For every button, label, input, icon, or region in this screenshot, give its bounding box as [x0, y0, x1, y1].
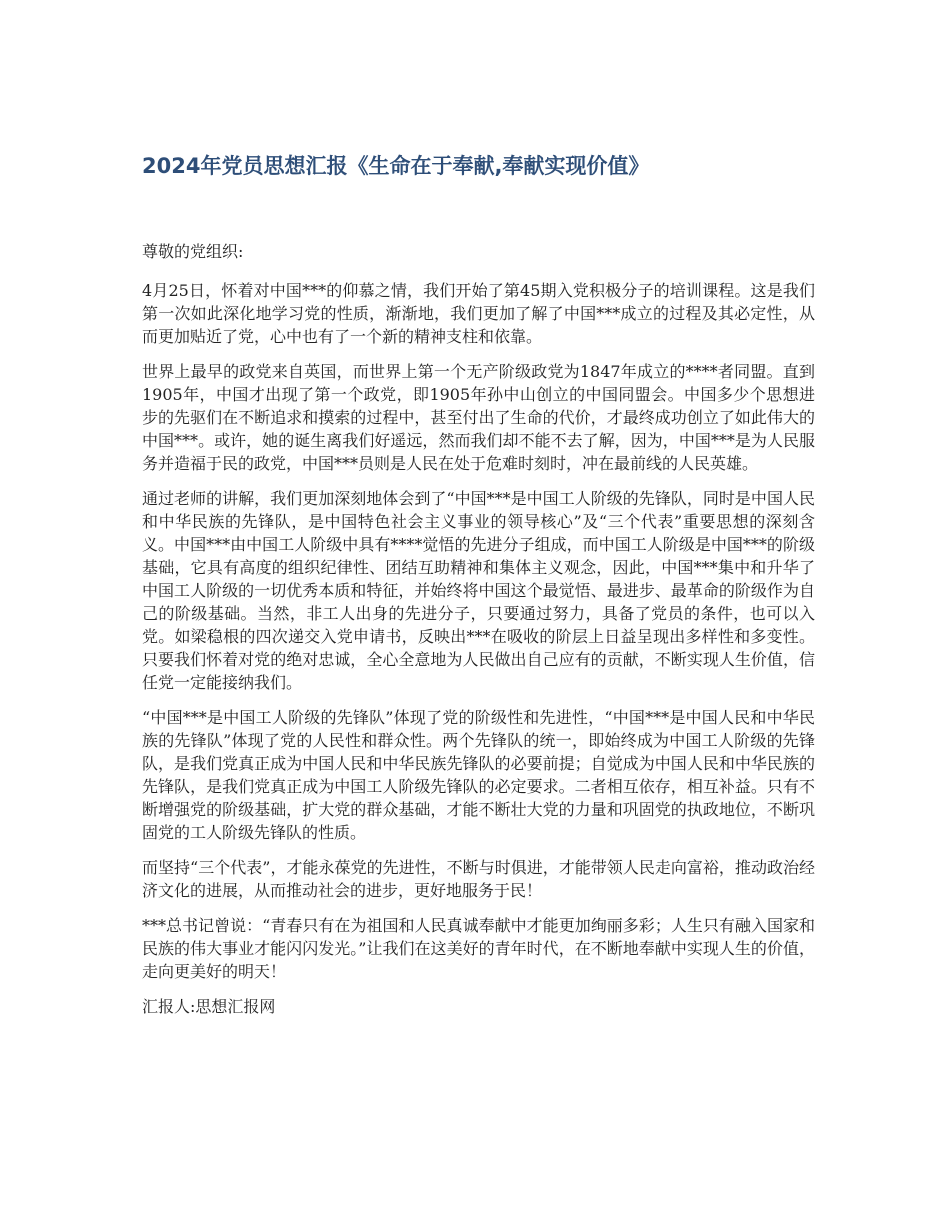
paragraph-2: 世界上最早的政党来自英国，而世界上第一个无产阶级政党为1847年成立的****者同盟。直到1905年，中国才出现了第一个政党，即1905年孙中山创立的中国同盟会。中国多少个思想进步的先驱们在不断追求和摸索的过程中，甚至付出了生命的代价，才最终成功创立了如此伟大的中国***。或许，她的诞生离我们好遥远，然而我们却不能不去了解，因为，中国***是为人民服务并造福于民的政党，中国***员则是人民在处于危难时刻时，冲在最前线的人民英雄。 [142, 362, 815, 473]
paragraph-3: 通过老师的讲解，我们更加深刻地体会到了“中国***是中国工人阶级的先锋队，同时是中国人民和中华民族的先锋队，是中国特色社会主义事业的领导核心”及“三个代表”重要思想的深刻含义。中国***由中国工人阶级中具有****觉悟的先进分子组成，而中国工人阶级是中国***的阶级基础，它具有高度的组织纪律性、团结互助精神和集体主义观念，因此，中国***集中和升华了中国工人阶级的一切优秀本质和特征，并始终将中国这个最觉悟、最进步、最革命的阶级作为自己的阶级基础。当然，非工人出身的先进分子，只要通过努力，具备了党员的条件，也可以入党。如梁稳根的四次递交入党申请书，反映出***在吸收的阶层上日益呈现出多样性和多变性。只要我们怀着对党的绝对忠诚，全心全意地为人民做出自己应有的贡献，不断实现人生价值，信任党一定能接纳我们。 [142, 489, 815, 692]
signature: 汇报人:思想汇报网 [142, 997, 276, 1016]
document-body [142, 240, 815, 1030]
paragraph-4: “中国***是中国工人阶级的先锋队”体现了党的阶级性和先进性，“中国***是中国人民和中华民族的先锋队”体现了党的人民性和群众性。两个先锋队的统一，即始终成为中国工人阶级的先锋队，是我们党真正成为中国人民和中华民族先锋队的必要前提；自觉成为中国人民和中华民族的先锋队，是我们党真正成为中国工人阶级先锋队的必定要求。二者相互依存，相互补益。只有不断增强党的阶级基础，扩大党的群众基础，才能不断壮大党的力量和巩固党的执政地位，不断巩固党的工人阶级先锋队的性质。 [142, 708, 815, 842]
document-title: 2024年党员思想汇报《生命在于奉献,奉献实现价值》 [142, 154, 650, 178]
paragraph-1: 4月25日，怀着对中国***的仰慕之情，我们开始了第45期入党积极分子的培训课程。这是我们第一次如此深化地学习党的性质，渐渐地，我们更加了解了中国***成立的过程及其必定性，从而更加贴近了党，心中也有了一个新的精神支柱和依靠。 [142, 281, 815, 346]
paragraph-6: ***总书记曾说：“青春只有在为祖国和人民真诚奉献中才能更加绚丽多彩；人生只有融入国家和民族的伟大事业才能闪闪发光。”让我们在这美好的青年时代，在不断地奉献中实现人生的价值，走向更美好的明天！ [142, 916, 815, 981]
paragraph-5: 而坚持“三个代表”，才能永葆党的先进性，不断与时俱进，才能带领人民走向富裕，推动政治经济文化的进展，从而推动社会的进步，更好地服务于民！ [142, 858, 815, 900]
salutation: 尊敬的党组织: [142, 242, 244, 261]
